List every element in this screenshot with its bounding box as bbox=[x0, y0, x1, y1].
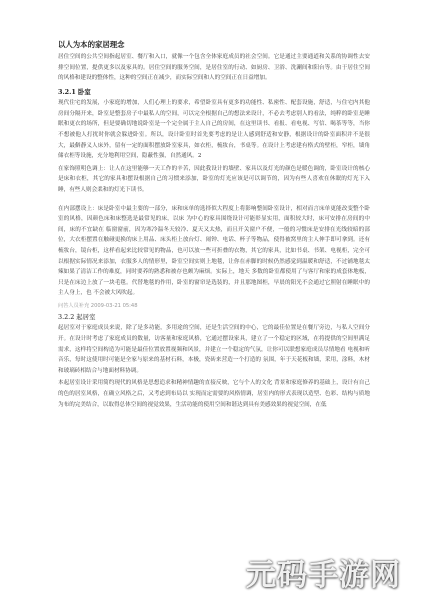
section-heading-living-room: 3.2.2 起居室 bbox=[58, 312, 96, 321]
intro-paragraph: 居住空间的公共空间指起居室、餐厅和入口，就像一个包含全体家庭成员的社会空间。它是通过主要通道和关系的协调性去安排空间位置，提供更多以及家具的。居住空间的服务空间，是居住室的行动、如厨房、卫浴、洗涮间和阳台等。由于居住空间的风格和建设的整体性，这种的空间正在减少，而实际空间和人的空间正在日益增加。 bbox=[58, 54, 370, 82]
living-room-paragraph-1: 起居室对于家庭成员来说，除了是多功能，多用途的空间，还是生活空间的中心，它的最佳位置是在餐厅旁边，与私人空间分开。在设计时考虑了家庭成员的数量，访客量和家庭风格，它通过摆设家具，建立了一个稳定的区域，在将提供的空间里满足需求，这样将空间构造为可能是最佳位置放置视频和风景，并建立一个稳定的气氛，让你可以联想家庭成员尽情地看 电视和听音乐，每时这使用时可能是全家与原来的基材石料，本极，瓷砖来营造一个打造的 氛围，年于天花板和墙，采用，涂料，木材和玻璃砖相结合与地面材料协调。 bbox=[58, 325, 370, 374]
bedroom-paragraph-3: 在内部摆设上：床是卧室中最主要的一部分，床和床单的选择似大程度上将影响整间卧室设计，相对而言床单更能改变整个卧室的风格，因颜色床和床整选是最常见的床，以床 为中心的家具围绕设计可能彰显实用，面积较大时，床可安排在房间的中间，床的不宜缺在 临窗窗前，因为寒冷温冬天较冷、夏天又太热，而且开关窗户不便，一般的习惯床是安排在光线较暗的部位，大衣柜摆置在触碰更换的床上用品、床头柜上放台灯、闹钟、电话、杯子等物品，使得被窝里的主人伸手即可拿到。还有梳妆台，镜台柜，这样看起来比较常见的物品，也可以放一些可折叠的衣物，其它的家具，比如书桌、书架、电视柜，完全可以根据实际情况来添加，衣服多人的情形里，卧室空间实则上地毯，让你在赤脚的时候仍然感觉到温暖和舒适，不过铺地毯太辣如果了清洁工作的难度，同时要养的熟悉和被存也颇为麻烦。实际上，地天 多数的卧室都使用了与客厅和家的成套体地板，只是在床边上放了一块毛毯。代替地毯的作用，卧室的窗帘是选装的，并且那地图柜，早晨的阳光不会通过它照射在睡眠中的主人身上，也 不会被大风吹起。 bbox=[58, 205, 370, 297]
document-title: 以人为本的家居理念 bbox=[58, 40, 125, 49]
supplement-meta: 问答人员补充 2009-03-21 05:48 bbox=[58, 302, 138, 309]
bedroom-paragraph-1: 现代住宅的发展，小家庭的增加，人们心理上的要求，希望卧室具有更多的功能性、私密性、配套设施，舒适，与住宅内其他房间分隔开来，卧室是整套房子中最私人的空间，可以完全根据自己的想法来设计，不必去考虑别人的看法，纯粹的卧室是睡眠和更衣的场所，但是要确切地说卧室是一个完全属于主人自己的房间，在这里读书、看报、看电视、写信、喝茶等等，当你不想被他人打扰时你就会躲进卧室。所以，设计卧室时首先要考虑的是让人感到舒适和安静，根据设计的卧室面积并不是很大，最僻静义人床外，留有一定的面积摆放卧室家具，如衣柜，梳妆台，书桌等。在设计上考虑建有格式的壁柜，窄柜，墙角储衣柜等设施，充分地利用空间，隐蔽性强，自然通风。2 bbox=[58, 100, 370, 160]
document-page bbox=[58, 40, 370, 412]
bedroom-paragraph-2: 在家饰照明色调上：让人在这里能够一天工作的辛苦，因此我设计的墙壁、家具以及灯光的颜色是暖色调的，卧室设计的核心是床和衣柜，其它的家具和摆设根据自己的习惯来添加，卧室的灯光应该是可以调节的，因为有些人喜欢在休眠的灯光下入睡，有些人则会柔和的灯光下读书。 bbox=[58, 165, 370, 194]
section-heading-bedroom: 3.2.1 卧室 bbox=[58, 87, 91, 96]
living-room-paragraph-2: 本起居室设计采用简约现代的风格是思想追求和精神情趣的直接反映，它与个人的文化 背景和家庭修养的基础上，设计有自己的色的居室风格，在确立风格之后，又考虑到布局以 实现而定需要的风格情调，居室内的形式表现以造型、色彩、结构与质地为布的完美结合，以取得总体空间的视觉效果，生活功能的使用空间和谐达到具有美感效果的视觉空间，在低 bbox=[58, 380, 370, 408]
site-watermark-logo: 元码手游网 bbox=[246, 558, 401, 593]
